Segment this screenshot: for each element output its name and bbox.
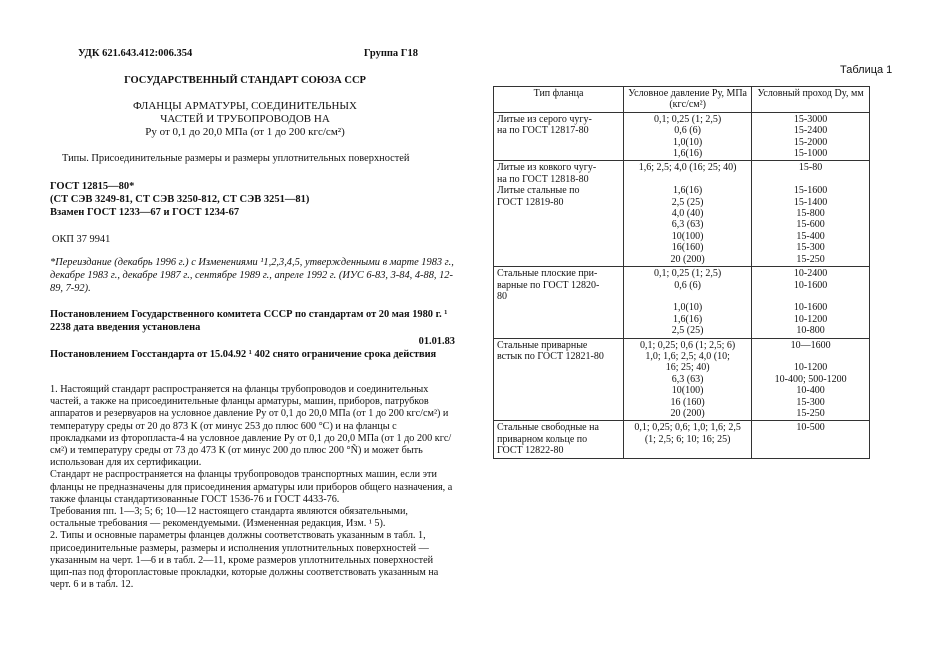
cell-line: встык по ГОСТ 12821-80 [497, 350, 604, 362]
cell-line: 15-250 [796, 253, 825, 265]
cell-line: 0,1; 0,25 (1; 2,5) [654, 113, 722, 125]
decree-limit-removed: Постановлением Госстандарта от 15.04.92 ¹ 402 снято ограничение срока действия [50, 349, 437, 360]
gost-line: Взамен ГОСТ 1233—67 и ГОСТ 1234-67 [50, 207, 240, 218]
cell-line: 10-800 [796, 325, 825, 337]
cell-line [755, 174, 866, 185]
cell-line: 1,0(10) [673, 136, 703, 148]
group-code: Группа Г18 [363, 48, 418, 59]
cell-line: на по ГОСТ 12818-80 [497, 173, 589, 185]
header-flange-type: Тип фланца [494, 87, 624, 113]
table-cell-type [494, 338, 624, 421]
cell-line [627, 291, 748, 302]
cell-line [627, 174, 748, 185]
cell-line: Стальные свободные на [497, 422, 599, 434]
cell-line: 16(160) [671, 242, 704, 254]
table-cell-pressure [624, 338, 752, 421]
table-cell-dn [752, 338, 870, 421]
cell-line: 15-400 [796, 230, 825, 242]
cell-line: 10(100) [671, 385, 704, 397]
document-title: ГОСУДАРСТВЕННЫЙ СТАНДАРТ СОЮЗА ССР [124, 75, 366, 86]
cell-line: 1,6(16) [673, 185, 703, 197]
table-row [494, 112, 870, 161]
cell-line [497, 314, 620, 325]
cell-line [497, 219, 620, 230]
gost-number-block [50, 180, 450, 219]
table-cell-pressure [624, 161, 752, 267]
table-label: Таблица 1 [840, 64, 893, 76]
cell-line: 15-2000 [793, 136, 828, 148]
header-nominal-bore: Условный проход Dy, мм [752, 87, 870, 113]
subtitle-line: ФЛАНЦЫ АРМАТУРЫ, СОЕДИНИТЕЛЬНЫХ [133, 100, 357, 112]
cell-line [497, 385, 620, 396]
cell-line [497, 325, 620, 336]
cell-line: 10(100) [671, 230, 704, 242]
cell-line: 0,1; 0,25 (1; 2,5) [654, 268, 722, 280]
table-cell-dn [752, 267, 870, 338]
cell-line [755, 434, 866, 445]
table-cell-dn [752, 161, 870, 267]
cell-line: 16 (160) [670, 396, 705, 408]
cell-line: 10-1600 [793, 302, 828, 314]
table-cell-type [494, 421, 624, 458]
cell-line [497, 208, 620, 219]
cell-line: 0,6 (6) [674, 279, 701, 291]
cell-line: ГОСТ 12819-80 [497, 196, 564, 208]
cell-line [497, 242, 620, 253]
table-cell-pressure [624, 421, 752, 458]
table-row [494, 338, 870, 421]
table-cell-type [494, 112, 624, 161]
body-paragraph: 2. Типы и основные параметры фланцев должны соответствовать указанным в табл. 1, присоединительные размеры, размеры и исполнения уплотнительных поверхностей — указанным на черт. 1—6 и в табл. 2—11, кроме размеров уплотнительных поверхностей щип-паз под фторопластовые прокладки, которые должны соответствовать указанным на черт. 6 и в табл. 12. [50, 530, 439, 591]
cell-line [755, 291, 866, 302]
cell-line: 15-3000 [793, 113, 828, 125]
cell-line: 15-600 [796, 219, 825, 231]
cell-line: 15-300 [796, 396, 825, 408]
flange-types-table [493, 86, 870, 459]
cell-line: 16; 25; 40) [665, 362, 710, 374]
cell-line: 1,0(10) [673, 302, 703, 314]
cell-line: 10-1200 [793, 313, 828, 325]
types-line: Типы. Присоединительные размеры и размеры уплотнительных поверхностей [62, 153, 410, 164]
cell-line: 80 [497, 290, 507, 302]
cell-line: 15-800 [796, 208, 825, 220]
body-paragraph: Стандарт не распространяется на фланцы трубопроводов транспортных машин, если эти фланцы не предназначены для присоединения арматуры или приборов общего назначения, а также фланцы стандартизованные ГОСТ 1536-76 и ГОСТ 4433-76. [50, 469, 453, 505]
table-cell-type [494, 267, 624, 338]
header-pressure: Условное давление Ру, МПа (кгс/см²) [624, 87, 752, 113]
body-text [50, 384, 455, 591]
cell-line: Литые из серого чугу- [497, 113, 592, 125]
cell-line: 2,5 (25) [671, 196, 704, 208]
cell-line: 0,1; 0,25; 0,6; 1,0; 1,6; 2,5 [634, 422, 741, 434]
table-row [494, 267, 870, 338]
cell-line: 10-1200 [793, 362, 828, 374]
subtitle-line: ЧАСТЕЙ И ТРУБОПРОВОДОВ НА [160, 113, 330, 125]
cell-line [497, 374, 620, 385]
cell-line: 2,5 (25) [671, 325, 704, 337]
cell-line: 4,0 (40) [671, 208, 704, 220]
cell-line: Литые из ковкого чугу- [497, 162, 597, 174]
cell-line: 10—1600 [790, 339, 831, 351]
cell-line [497, 397, 620, 408]
cell-line: 0,1; 0,25; 0,6 (1; 2,5; 6) [639, 339, 736, 351]
cell-line: 15-2400 [793, 125, 828, 137]
decree-intro: Постановлением Государственного комитета СССР по стандартам от 20 мая 1980 г. ¹ 2238 дата введения установлена [50, 309, 448, 333]
cell-line: 1,6(16) [673, 313, 703, 325]
cell-line: 15-1600 [793, 185, 828, 197]
cell-line: 20 (200) [670, 253, 705, 265]
cell-line: на по ГОСТ 12817-80 [497, 125, 589, 137]
cell-line: 20 (200) [670, 407, 705, 419]
cell-line [627, 445, 748, 456]
cell-line: Литые стальные по [497, 185, 580, 197]
cell-line: 6,3 (63) [671, 373, 704, 385]
gost-line: (СТ СЭВ 3249-81, СТ СЭВ 3250-812, СТ СЭВ 3251—81) [50, 194, 310, 205]
cell-line: Стальные приварные [497, 339, 588, 351]
cell-line [497, 302, 620, 313]
cell-line: 15-250 [796, 407, 825, 419]
cell-line: варные по ГОСТ 12820- [497, 279, 600, 291]
table-header-row [494, 87, 870, 113]
cell-line: 10-400; 500-1200 [774, 373, 847, 385]
document-subtitle [100, 100, 390, 139]
cell-line: 10-1600 [793, 279, 828, 291]
cell-line [497, 231, 620, 242]
cell-line: 15-300 [796, 242, 825, 254]
cell-line [497, 254, 620, 265]
gost-line: ГОСТ 12815—80* [50, 181, 135, 192]
cell-line: (1; 2,5; 6; 10; 16; 25) [644, 433, 731, 445]
table-cell-pressure [624, 267, 752, 338]
body-paragraph: 1. Настоящий стандарт распространяется на фланцы трубопроводов и соединительных частей, а также на присоединительные фланцы арматуры, машин, приборов, патрубков аппаратов и резервуаров на условное давление Ру от 0,1 до 20,0 МПа (от 1 до 200 кгс/см²) и температуру среды от 20 до 873 К (от минус 253 до плюс 600 °С) и на фланцы с прокладками из фторопласта-4 на условное давление Ру от 0,1 до 20,0 МПа (от 1 до 200 кгс/см²) и температуру среды от 73 до 473 К (от минус 200 до плюс 200 °Ñ) и может быть использован для их сертификации. [50, 384, 452, 469]
cell-line: приварном кольце по [497, 433, 588, 445]
cell-line: 1,6(16) [673, 148, 703, 160]
cell-line: 15-1000 [793, 148, 828, 160]
table-row [494, 161, 870, 267]
table-cell-pressure [624, 112, 752, 161]
intro-date: 01.01.83 [418, 336, 455, 347]
cell-line: 10-500 [796, 422, 825, 434]
cell-line: 1,0; 1,6; 2,5; 4,0 (10; [645, 350, 730, 362]
subtitle-line: Ру от 0,1 до 20,0 МПа (от 1 до 200 кгс/см²) [145, 126, 345, 138]
cell-line: 10-2400 [793, 268, 828, 280]
udk-code: УДК 621.643.412:006.354 [78, 48, 193, 59]
cell-line: 0,6 (6) [674, 125, 701, 137]
body-paragraph: Требования пп. 1—3; 5; 6; 10—12 настоящего стандарта являются обязательными, остальные требования — рекомендуемыми. (Измененная редакция, Изм. ¹ 5). [50, 506, 408, 530]
reissue-note: *Переиздание (декабрь 1996 г.) с Изменениями ¹1,2,3,4,5, утвержденными в марте 1983 г., декабре 1983 г., декабре 1987 г., сентябре 1989 г., апреле 1992 г. (ИУС 6-83, 3-84, 4-88, 12-89, 7-92). [50, 257, 454, 294]
table-cell-dn [752, 421, 870, 458]
table-cell-type [494, 161, 624, 267]
table-cell-dn [752, 112, 870, 161]
cell-line: 15-80 [798, 162, 823, 174]
cell-line: 10-400 [796, 385, 825, 397]
cell-line [755, 445, 866, 456]
cell-line [497, 362, 620, 373]
cell-line: Стальные плоские при- [497, 268, 598, 280]
cell-line [497, 408, 620, 419]
cell-line: 6,3 (63) [671, 219, 704, 231]
okp-code: ОКП 37 9941 [52, 234, 111, 245]
cell-line: ГОСТ 12822-80 [497, 445, 564, 457]
cell-line: 1,6; 2,5; 4,0 (16; 25; 40) [638, 162, 737, 174]
cell-line: 15-1400 [793, 196, 828, 208]
table-row [494, 421, 870, 458]
cell-line [755, 351, 866, 362]
